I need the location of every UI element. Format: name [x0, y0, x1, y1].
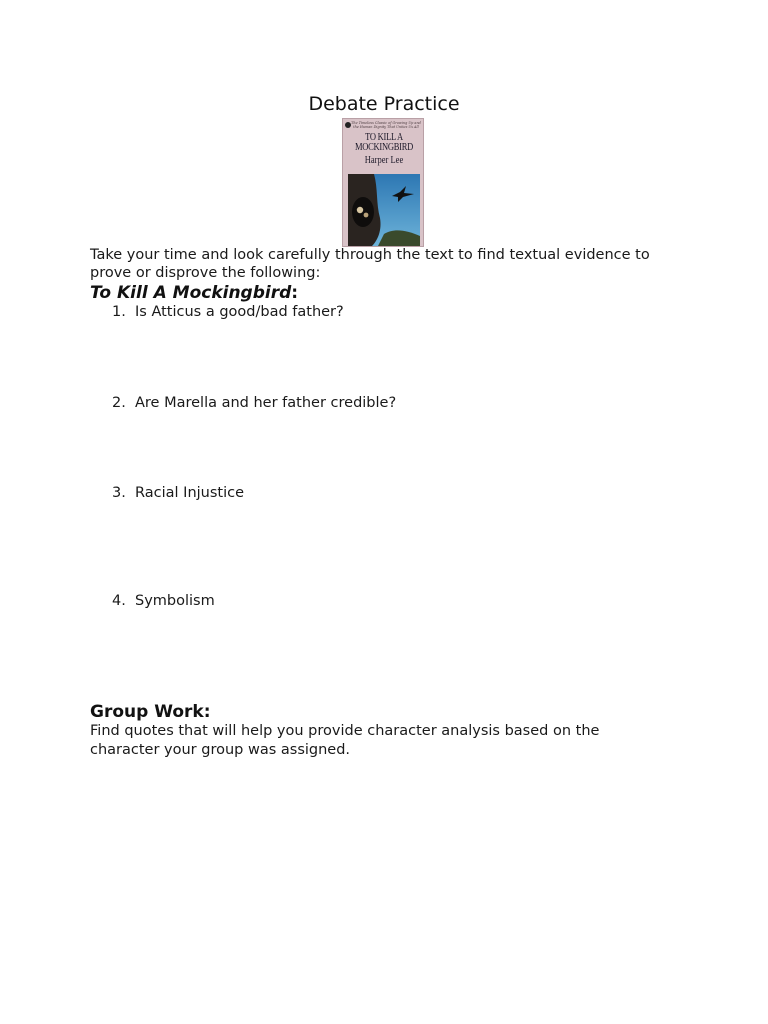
intro-paragraph: Take your time and look carefully through the text to find textual evidence to prove or disprove the following: [90, 247, 650, 281]
book-title-italic: To Kill A Mockingbird [90, 283, 292, 303]
list-item-number: 2. [112, 395, 126, 411]
group-work-heading: Group Work: [90, 702, 211, 722]
list-item [112, 484, 244, 502]
cover-artwork [348, 174, 420, 246]
cover-title-line-1: TO KILL A [365, 132, 403, 143]
list-item-number: 3. [112, 485, 126, 501]
list-item [112, 394, 396, 412]
book-cover-image [342, 118, 424, 247]
list-item-text: Is Atticus a good/bad father? [135, 304, 344, 320]
cover-title-line-2: MOCKINGBIRD [354, 142, 414, 153]
cover-knothole-item [357, 207, 363, 213]
list-item-number: 1. [112, 304, 126, 320]
list-item-text: Racial Injustice [135, 485, 245, 501]
book-heading-colon: : [291, 283, 299, 303]
list-item-text: Symbolism [135, 593, 215, 609]
list-item-text: Are Marella and her father credible? [135, 395, 397, 411]
list-item [112, 592, 215, 610]
cover-tree-knothole [352, 197, 374, 227]
cover-author: Harper Lee [364, 155, 404, 166]
list-item [112, 303, 344, 321]
list-item-number: 4. [112, 593, 126, 609]
cover-book-title [349, 133, 419, 153]
book-heading [90, 282, 298, 304]
cover-knothole-item-2 [364, 213, 369, 218]
cover-tagline: The Timeless Classic of Growing Up and the Human Dignity That Unites Us All [351, 121, 421, 129]
group-work-paragraph: Find quotes that will help you provide character analysis based on the character your group was assigned. [90, 723, 600, 758]
page-title: Debate Practice [308, 93, 460, 115]
